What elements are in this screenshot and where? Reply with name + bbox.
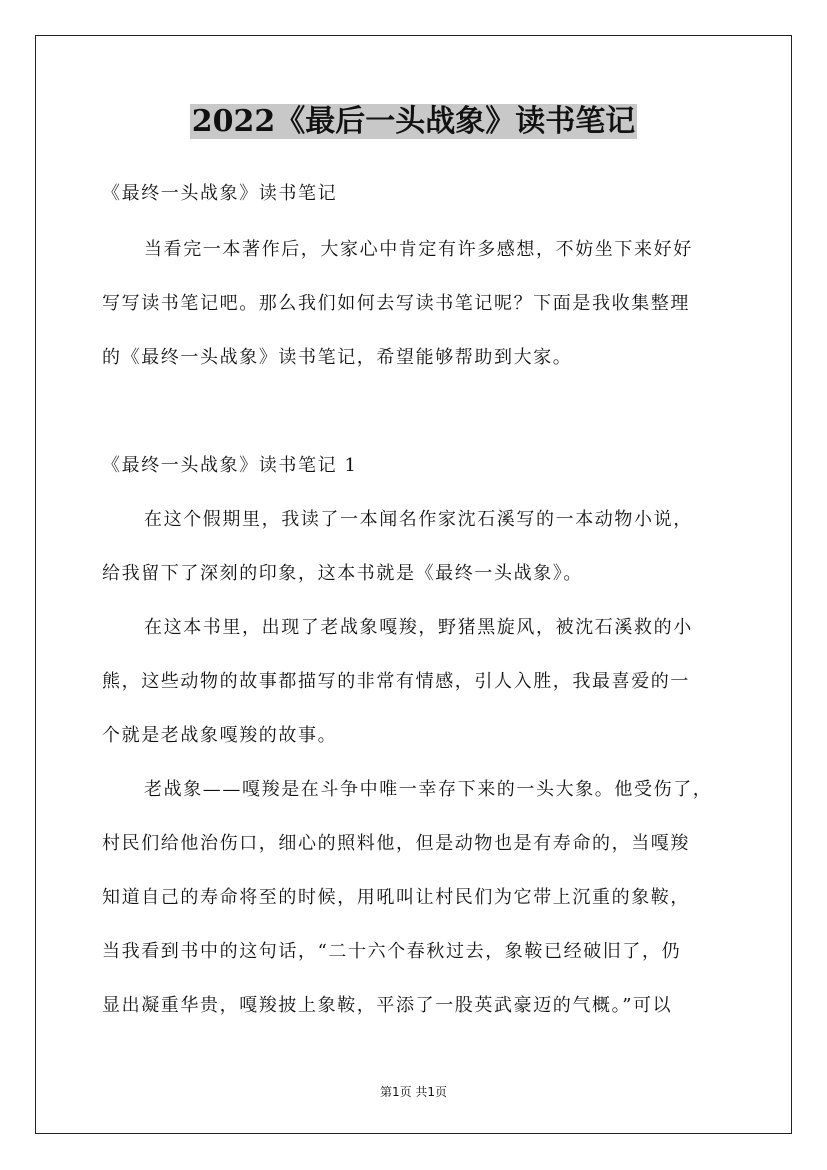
intro-line-1: 当看完一本著作后，大家心中肯定有许多感想，不妨坐下来好好	[144, 239, 693, 260]
para3-line-3: 知道自己的寿命将至的时候，用吼叫让村民们为它带上沉重的象鞍，	[102, 887, 690, 908]
intro-line-2: 写写读书笔记吧。那么我们如何去写读书笔记呢？下面是我收集整理	[102, 293, 690, 314]
para1-line-1: 在这个假期里，我读了一本闻名作家沈石溪写的一本动物小说，	[144, 509, 693, 530]
para2-line-1: 在这本书里，出现了老战象嘎羧，野猪黑旋风，被沈石溪救的小	[144, 617, 693, 638]
para2-line-3: 个就是老战象嘎羧的故事。	[102, 725, 338, 746]
page-number: 第1页 共1页	[379, 1085, 448, 1099]
section-heading: 《最终一头战象》读书笔记	[102, 183, 338, 204]
para2-line-2: 熊，这些动物的故事都描写的非常有情感，引人入胜，我最喜爱的一	[102, 671, 690, 692]
para3-line-1: 老战象——嘎羧是在斗争中唯一幸存下来的一头大象。他受伤了，	[144, 779, 713, 800]
intro-line-3: 的《最终一头战象》读书笔记，希望能够帮助到大家。	[102, 347, 573, 368]
document-title	[0, 100, 827, 144]
document-title-text: 2022《最后一头战象》读书笔记	[191, 104, 636, 139]
para1-line-2: 给我留下了深刻的印象，这本书就是《最终一头战象》。	[102, 563, 583, 584]
para3-line-2: 村民们给他治伤口，细心的照料他，但是动物也是有寿命的，当嘎羧	[102, 833, 690, 854]
section-heading-1: 《最终一头战象》读书笔记 1	[102, 455, 358, 476]
para3-line-5: 显出凝重华贵，嘎羧披上象鞍，平添了一股英武豪迈的气概。”可以	[102, 995, 673, 1016]
para3-line-4: 当我看到书中的这句话，“二十六个春秋过去，象鞍已经破旧了，仍	[102, 941, 682, 962]
